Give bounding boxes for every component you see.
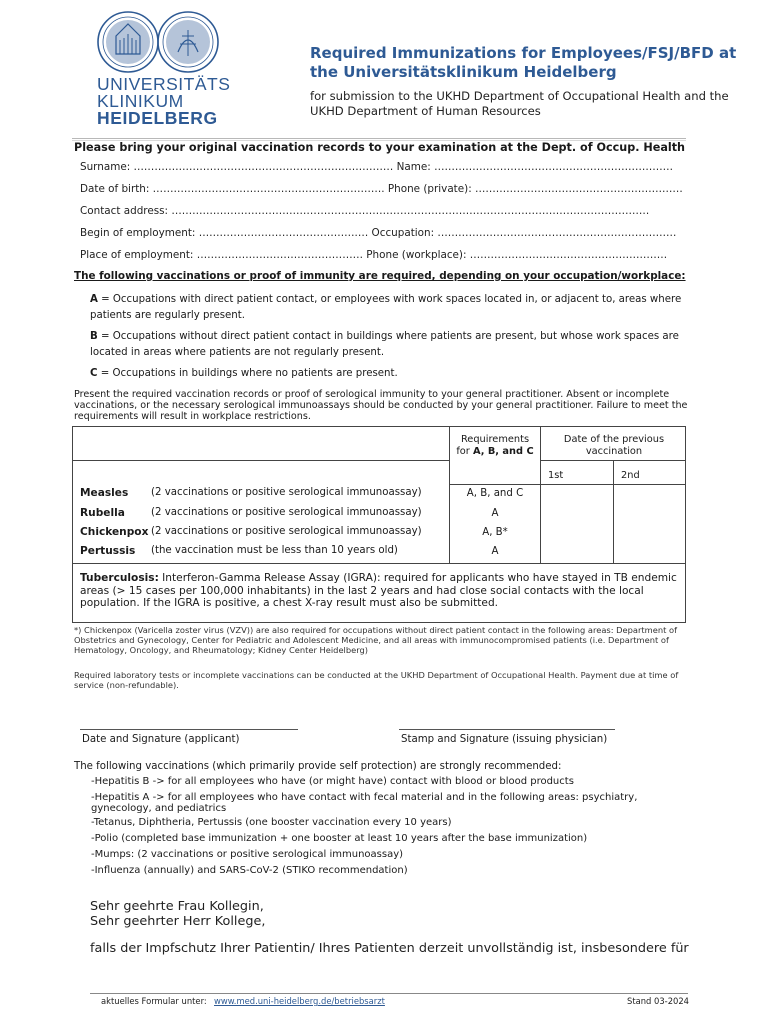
measles-label: Measles [80,487,129,499]
recommendation-tetanus: -Tetanus, Diphtheria, Pertussis (one booster vaccination every 10 years) [91,817,452,828]
pertussis-description: (the vaccination must be less than 10 years old) [151,545,398,556]
recommendation-polio: -Polio (completed base immunization + one booster at least 10 years after the base immunization) [91,833,588,844]
table-vline-date [540,426,541,563]
recommendation-mumps: -Mumps: (2 vaccinations or positive serological immunoassay) [91,849,404,860]
german-body: falls der Impfschutz Ihrer Patientin/ Ihres Patienten derzeit unvollständig ist, insbesondere für [90,941,689,956]
page-title: Required Immunizations for Employees/FSJ/BFD at the Universitätsklinikum Heidelberg [310,44,737,81]
requirements-header [450,434,540,458]
tuberculosis-label: Tuberculosis: [80,572,159,584]
chickenpox-description: (2 vaccinations or positive serological immunoassay) [151,526,422,537]
occupation-a-label: A [90,294,98,305]
date-previous-header: Date of the previous vaccination [563,434,665,457]
physician-signature-line[interactable] [399,729,615,730]
chickenpox-requirement: A, B* [482,527,508,538]
dob-phone-field[interactable]: Date of birth: …………………………………………………………. Phone (private): …………………………………………………… [80,183,683,195]
contact-address-field[interactable]: Contact address: ………………………………………………………………………………………………………………………… [80,205,650,217]
table-hline-header [72,460,450,461]
occupation-b-label: B [90,331,98,342]
table-vline-2nd [613,460,614,563]
tuberculosis-row [80,572,680,610]
instructions-paragraph: Present the required vaccination records or proof of serological immunity to your general practitioner. Absent or incomplete vaccinations, or the necessary serological immunoassays should be conducted by your general practitioner. Failure to meet the requirements will result in workplace restrictions. [74,389,688,422]
tuberculosis-text: Interferon-Gamma Release Assay (IGRA): required for applicants who have stayed in TB endemic areas (> 15 cases per 100,000 inhabitants) in the last 2 years and had close social contacts with the local population. If the IGRA is positive, a chest X-ray result must also be submitted. [80,572,677,609]
physician-signature-label: Stamp and Signature (issuing physician) [401,734,608,745]
occupation-b-text: = Occupations without direct patient contact in buildings where patients are present, but whose work spaces are located in areas where patients are not regularly present. [90,331,679,358]
footer-link-wrapper [214,996,385,1006]
chickenpox-label: Chickenpox [80,526,149,538]
recommendation-hepatitis-b: -Hepatitis B -> for all employees who have (or might have) contact with blood or blood products [91,776,574,787]
table-hline-tb [72,563,686,564]
bring-records-notice: Please bring your original vaccination records to your examination at the Dept. of Occup. Health [74,141,686,154]
first-date-header: 1st [548,470,564,481]
rubella-label: Rubella [80,507,125,519]
table-hline-date [540,460,686,461]
occupation-b [90,329,690,360]
occupation-a-text: = Occupations with direct patient contact, or employees with work spaces located in, or adjacent to, areas where patients are regularly present. [90,294,682,321]
footer-stand-date: Stand 03-2024 [627,996,690,1006]
requirements-header-abc: A, B, and C [472,446,534,457]
surname-name-field[interactable]: Surname: ………………………………………………………………… Name: …………………………………………………………… [80,161,674,173]
occupation-c-text: = Occupations in buildings where no patients are present. [97,368,398,379]
page-subtitle: for submission to the UKHD Department of Occupational Health and the UKHD Department of Human Resources [310,89,729,118]
applicant-signature-label: Date and Signature (applicant) [82,734,240,745]
pertussis-requirement: A [491,546,499,557]
german-salutation-1: Sehr geehrte Frau Kollegin, [90,899,264,914]
recommendations-title: The following vaccinations (which primarily provide self protection) are strongly recommended: [74,761,562,772]
lab-note: Required laboratory tests or incomplete vaccinations can be conducted at the UKHD Department of Occupational Health. Payment due at time of service (non-refundable). [74,670,679,690]
second-date-header: 2nd [621,470,640,481]
requirements-header-line1: Requirements [460,434,530,445]
measles-description: (2 vaccinations or positive serological immunoassay) [151,487,422,498]
workplace-phone-field[interactable]: Place of employment: ………………………………………… Phone (workplace): ………………………………………………… [80,249,668,261]
logo-line-1: UNIVERSITÄTS [97,74,231,94]
rubella-description: (2 vaccinations or positive serological immunoassay) [151,507,422,518]
footer-label: aktuelles Formular unter: [101,996,207,1006]
requirements-header-for: for [456,446,473,457]
table-hline-subheader [449,484,686,485]
recommendation-influenza: -Influenza (annually) and SARS-CoV-2 (STIKO recommendation) [91,865,408,876]
pertussis-label: Pertussis [80,545,136,557]
logo-line-2: KLINIKUM [97,91,184,111]
logo-line-3: HEIDELBERG [97,108,218,128]
requirements-header-line2 [450,446,540,458]
occupation-a [90,292,690,323]
occupation-c-label: C [90,368,98,379]
german-salutation-2: Sehr geehrter Herr Kollege, [90,914,266,929]
measles-requirement: A, B, and C [466,488,524,499]
rubella-requirement: A [491,508,499,519]
chickenpox-footnote: *) Chickenpox (Varicella zoster virus (VZV)) are also required for occupations without direct patient contact in the following areas: Department of Obstetrics and Gynecology, Center for Pediatric and Adolescent Medicine, and all areas with immunocompromised patients (i.e. Department of Hematology, Oncology, and Rheumatology; Kidney Center Heidelberg) [74,625,678,655]
occupation-c [90,366,690,382]
requirements-heading: The following vaccinations or proof of immunity are required, depending on your occupation/workplace: [74,270,686,282]
employment-occupation-field[interactable]: Begin of employment: ……………………………………….… Occupation: …………………………………………………………… [80,227,677,239]
header-divider [72,138,686,139]
applicant-signature-line[interactable] [80,729,298,730]
footer-divider [90,993,688,994]
recommendation-hepatitis-a: -Hepatitis A -> for all employees who have contact with fecal material and in the following areas: psychiatry, gynecology, and pediatrics [91,792,638,814]
university-seals-logo [96,10,220,74]
form-link[interactable]: www.med.uni-heidelberg.de/betriebsarzt [214,996,385,1006]
university-logo-text [97,76,230,127]
